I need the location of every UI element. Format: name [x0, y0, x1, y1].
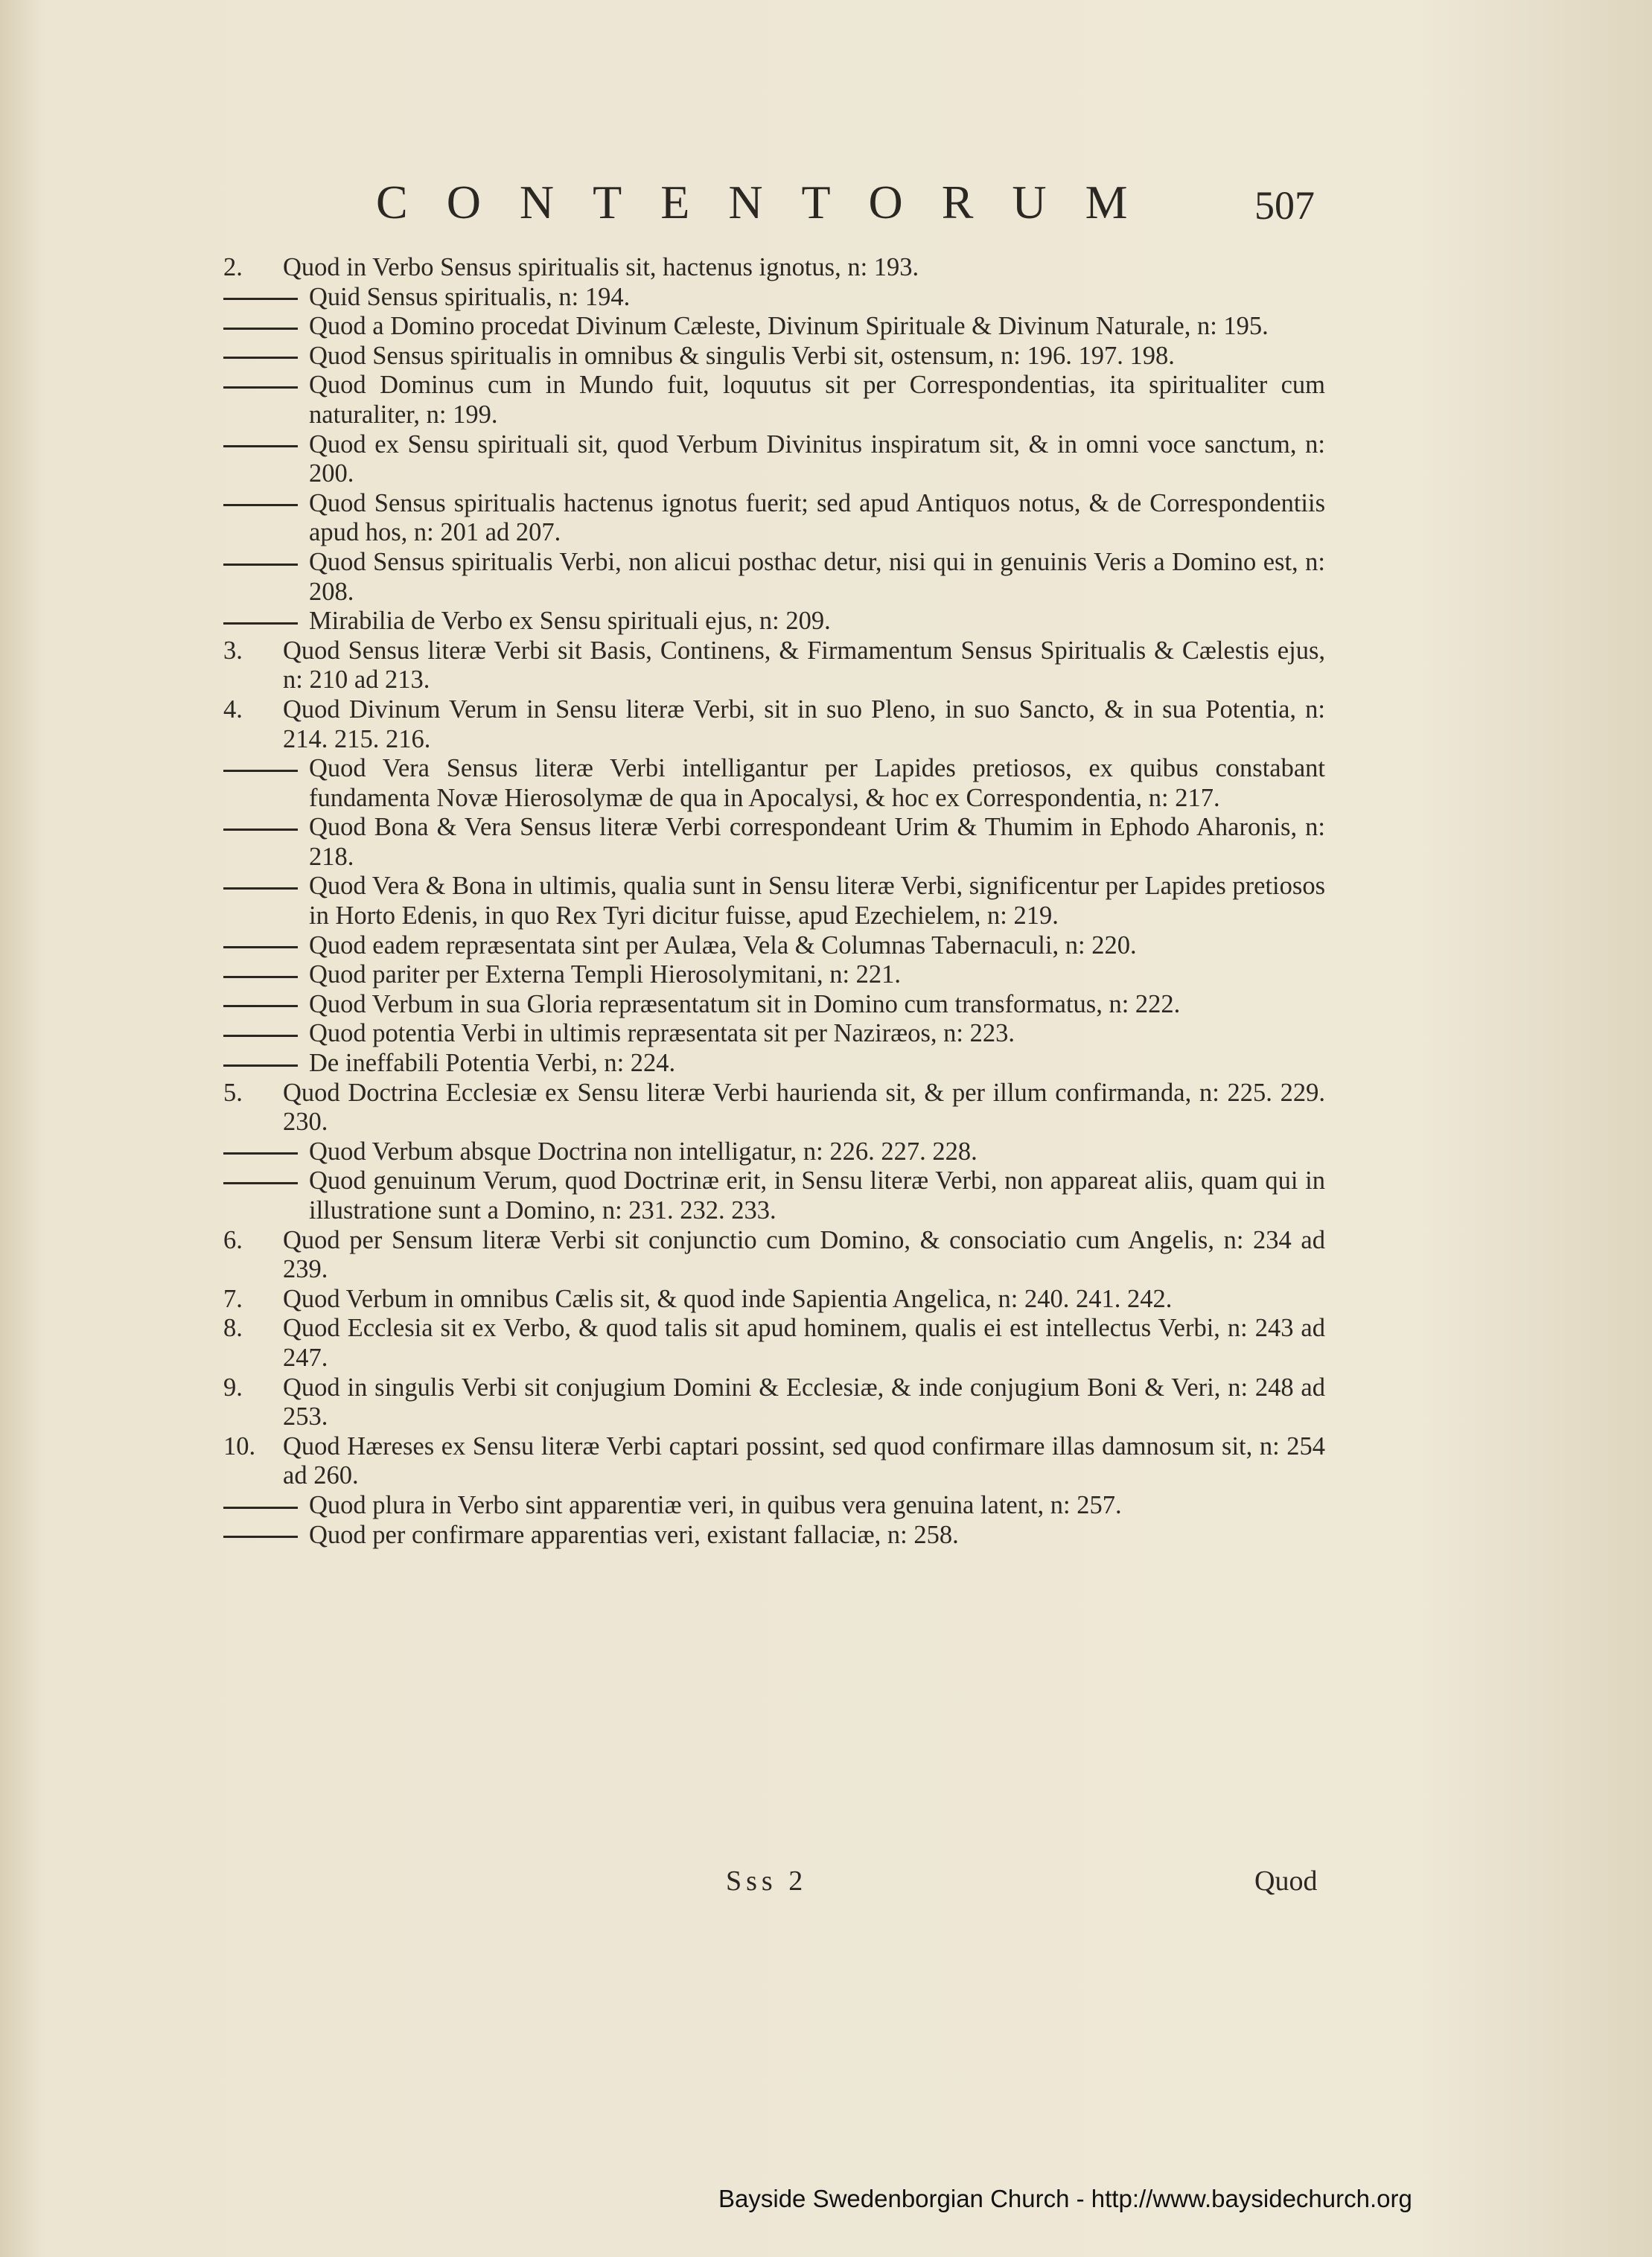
toc-subentry — [223, 1137, 1325, 1167]
entry-text: Quod Sensus spiritualis in omnibus & singulis Verbi sit, ostensum, n: 196. 197. 198. — [309, 341, 1175, 370]
toc-subentry — [223, 283, 1325, 313]
toc-subentry — [223, 1019, 1325, 1049]
toc-subentry — [223, 430, 1325, 489]
toc-entry — [223, 253, 1325, 283]
entry-text: Quod in Verbo Sensus spiritualis sit, hactenus ignotus, n: 193. — [283, 253, 919, 281]
entry-dash — [223, 1019, 309, 1049]
entry-text: Quod Doctrina Ecclesiæ ex Sensu literæ Verbi haurienda sit, & per illum confirmanda, n: 225. 229. 230. — [283, 1078, 1325, 1137]
entry-text: Quod Vera Sensus literæ Verbi intelligantur per Lapides pretiosos, ex quibus constabant fundamenta Novæ Hierosolymæ de qua in Apocalysi, & hoc ex Correspondentia, n: 217. — [309, 754, 1325, 812]
entry-text: Quod Sensus spiritualis Verbi, non alicui posthac detur, nisi qui in genuinis Veris a Domino est, n: 208. — [309, 547, 1325, 606]
toc-subentry — [223, 872, 1325, 930]
toc-subentry — [223, 931, 1325, 961]
entry-dash — [223, 430, 309, 460]
entry-text: Quod Divinum Verum in Sensu literæ Verbi, sit in suo Pleno, in suo Sancto, & in sua Potentia, n: 214. 215. 216. — [283, 695, 1325, 753]
entry-dash — [223, 489, 309, 519]
entry-text: De ineffabili Potentia Verbi, n: 224. — [309, 1049, 676, 1078]
entry-dash — [223, 371, 309, 400]
entry-dash — [223, 342, 309, 371]
entry-text: Quid Sensus spiritualis, n: 194. — [309, 282, 631, 311]
page-header — [0, 175, 1652, 242]
entry-text: Quod Hæreses ex Sensu literæ Verbi captari possint, sed quod confirmare illas damnosum sit, n: 254 ad 260. — [283, 1431, 1325, 1490]
entry-dash — [223, 931, 309, 961]
toc-subentry — [223, 342, 1325, 371]
entry-number: 6. — [223, 1225, 243, 1254]
toc-subentry — [223, 1049, 1325, 1079]
catchword: Quod — [1254, 1865, 1318, 1897]
entry-text: Quod per Sensum literæ Verbi sit conjunctio cum Domino, & consociatio cum Angelis, n: 234 ad 239. — [283, 1225, 1325, 1284]
entry-dash — [223, 283, 309, 313]
toc-entry — [223, 636, 1325, 695]
toc-subentry — [223, 960, 1325, 990]
entry-text: Quod potentia Verbi in ultimis repræsentata sit per Naziræos, n: 223. — [309, 1019, 1015, 1048]
entry-number: 3. — [223, 636, 243, 665]
toc-subentry — [223, 754, 1325, 813]
entry-dash — [223, 607, 309, 636]
entry-text: Quod pariter per Externa Templi Hierosolymitani, n: 221. — [309, 960, 902, 989]
toc-subentry — [223, 1521, 1325, 1551]
entry-dash — [223, 548, 309, 578]
entry-dash — [223, 1137, 309, 1167]
entry-text: Quod Verbum in omnibus Cælis sit, & quod inde Sapientia Angelica, n: 240. 241. 242. — [283, 1284, 1173, 1313]
entry-number: 8. — [223, 1314, 243, 1343]
entry-dash — [223, 1166, 309, 1196]
entry-dash — [223, 1491, 309, 1521]
toc-entry — [223, 1432, 1325, 1491]
entry-text: Quod Sensus spiritualis hactenus ignotus fuerit; sed apud Antiquos notus, & de Correspondentiis apud hos, n: 201 ad 207. — [309, 488, 1325, 547]
entry-text: Quod plura in Verbo sint apparentiæ veri, in quibus vera genuina latent, n: 257. — [309, 1490, 1122, 1519]
entry-text: Quod Dominus cum in Mundo fuit, loquutus sit per Correspondentias, ita spiritualiter cum naturaliter, n: 199. — [309, 371, 1325, 429]
entry-number: 2. — [223, 253, 243, 281]
page-footer — [0, 1865, 1652, 1909]
entry-text: Quod Vera & Bona in ultimis, qualia sunt in Sensu literæ Verbi, significentur per Lapides pretiosos in Horto Edenis, in quo Rex Tyri dicitur fuisse, apud Ezechielem, n: 219. — [309, 872, 1325, 930]
entry-text: Quod Verbum absque Doctrina non intelligatur, n: 226. 227. 228. — [309, 1137, 978, 1166]
toc-entry — [223, 695, 1325, 754]
entry-number: 9. — [223, 1373, 243, 1402]
entry-dash — [223, 1521, 309, 1551]
toc-entry — [223, 1226, 1325, 1285]
toc-subentry — [223, 607, 1325, 636]
entry-number: 4. — [223, 695, 243, 724]
toc-entry — [223, 1373, 1325, 1432]
entry-number: 5. — [223, 1078, 243, 1107]
entry-text: Quod per confirmare apparentias veri, existant fallaciæ, n: 258. — [309, 1520, 959, 1549]
toc-subentry — [223, 990, 1325, 1020]
entry-text: Quod ex Sensu spirituali sit, quod Verbum Divinitus inspiratum sit, & in omni voce sanctum, n: 200. — [309, 430, 1325, 488]
entry-text: Quod genuinum Verum, quod Doctrinæ erit, in Sensu literæ Verbi, non appareat aliis, quam qui in illustratione sunt a Domino, n: 231. 232. 233. — [309, 1166, 1325, 1225]
entry-text: Quod in singulis Verbi sit conjugium Domini & Ecclesiæ, & inde conjugium Boni & Veri, n: 248 ad 253. — [283, 1373, 1325, 1431]
toc-subentry — [223, 371, 1325, 430]
entry-dash — [223, 960, 309, 990]
table-of-contents — [223, 253, 1325, 1550]
toc-subentry — [223, 813, 1325, 872]
site-watermark: Bayside Swedenborgian Church - http://www.baysidechurch.org — [718, 2185, 1412, 2212]
toc-subentry — [223, 1166, 1325, 1225]
entry-text: Mirabilia de Verbo ex Sensu spirituali ejus, n: 209. — [309, 607, 831, 636]
page-number: 507 — [1254, 183, 1315, 228]
entry-text: Quod Bona & Vera Sensus literæ Verbi correspondeant Urim & Thumim in Ephodo Aharonis, n: 218. — [309, 813, 1325, 871]
entry-text: Quod a Domino procedat Divinum Cæleste, Divinum Spirituale & Divinum Naturale, n: 195. — [309, 312, 1269, 341]
toc-entry — [223, 1079, 1325, 1137]
toc-subentry — [223, 548, 1325, 607]
toc-entry — [223, 1285, 1325, 1315]
entry-number: 10. — [223, 1431, 256, 1460]
signature-mark: Sss 2 — [726, 1865, 808, 1897]
entry-dash — [223, 754, 309, 784]
entry-dash — [223, 872, 309, 901]
running-title: CONTENTORUM — [376, 176, 1167, 229]
entry-text: Quod Sensus literæ Verbi sit Basis, Continens, & Firmamentum Sensus Spiritualis & Cælestis ejus, n: 210 ad 213. — [283, 636, 1325, 695]
entry-dash — [223, 990, 309, 1020]
entry-text: Quod Verbum in sua Gloria repræsentatum sit in Domino cum transformatus, n: 222. — [309, 989, 1181, 1018]
toc-subentry — [223, 489, 1325, 548]
entry-number: 7. — [223, 1284, 243, 1313]
entry-dash — [223, 312, 309, 342]
entry-text: Quod eadem repræsentata sint per Aulæa, Vela & Columnas Tabernaculi, n: 220. — [309, 930, 1137, 960]
toc-entry — [223, 1314, 1325, 1373]
entry-dash — [223, 1049, 309, 1079]
entry-text: Quod Ecclesia sit ex Verbo, & quod talis sit apud hominem, qualis ei est intellectus Verbi, n: 243 ad 247. — [283, 1314, 1325, 1372]
toc-subentry — [223, 1491, 1325, 1521]
entry-dash — [223, 813, 309, 843]
toc-subentry — [223, 312, 1325, 342]
